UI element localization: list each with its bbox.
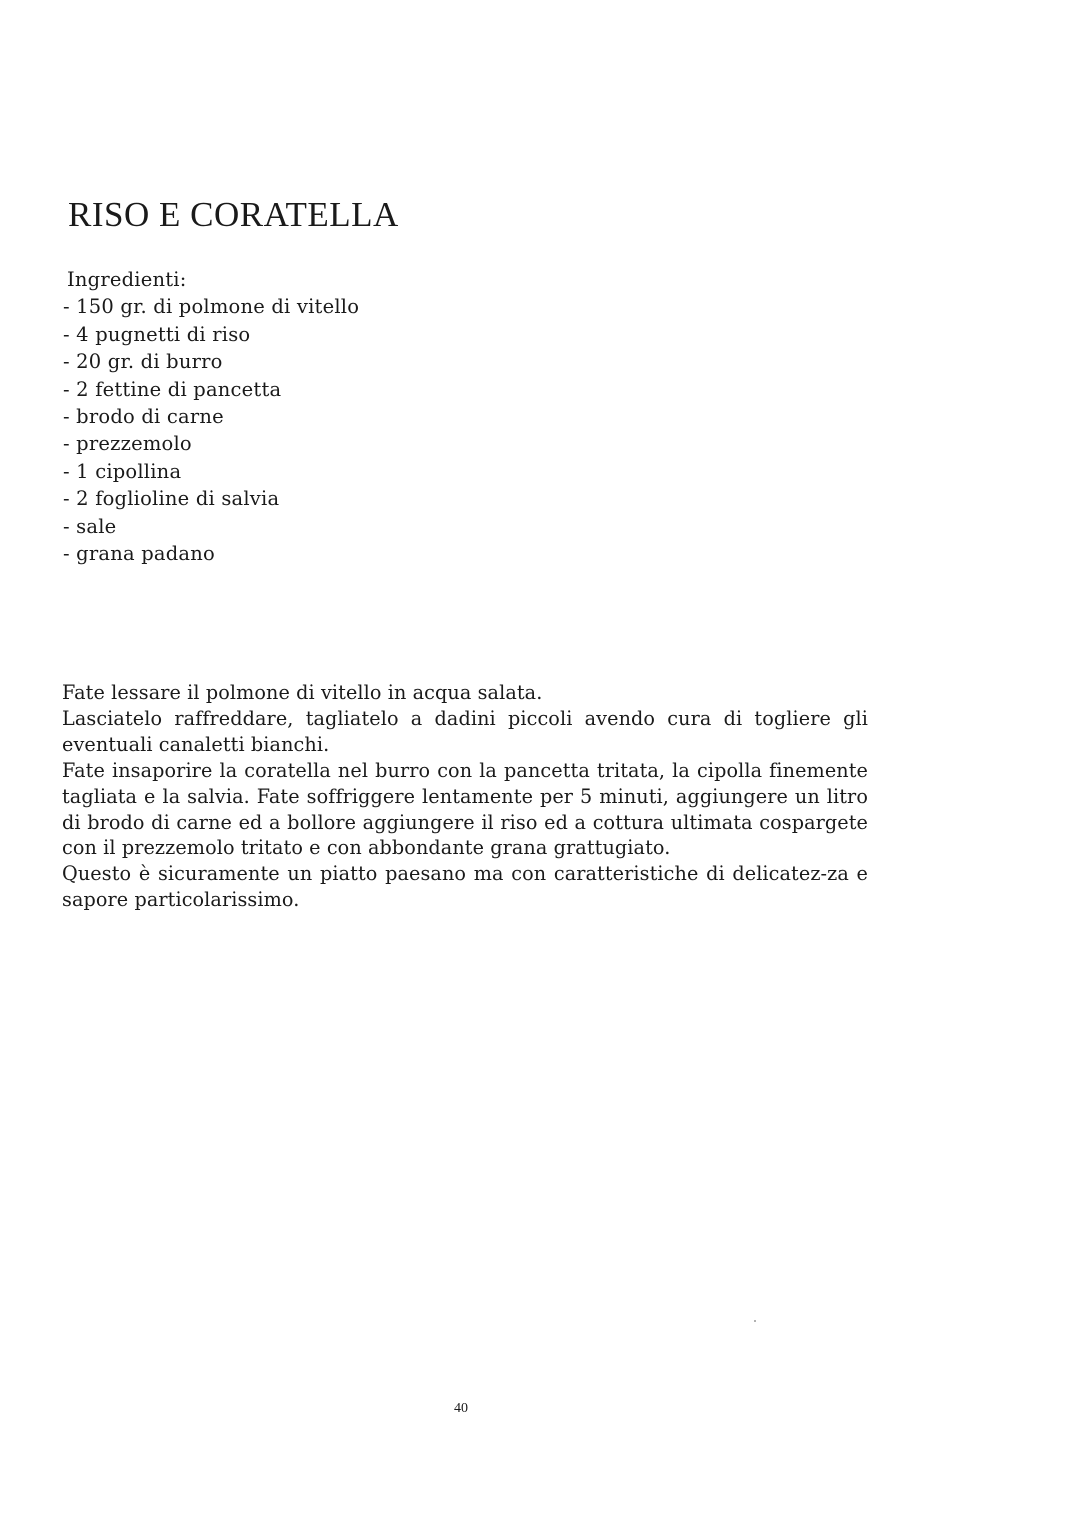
scan-speck	[754, 1320, 756, 1322]
ingredient-item: - 2 foglioline di salvia	[63, 487, 280, 511]
ingredient-item: - 2 fettine di pancetta	[63, 377, 282, 401]
ingredient-item: - 4 pugnetti di riso	[63, 322, 251, 346]
ingredient-item: - sale	[63, 514, 117, 538]
ingredient-item: - brodo di carne	[63, 405, 224, 429]
page-number: 40	[454, 1401, 468, 1416]
ingredient-item: - 1 cipollina	[63, 459, 182, 483]
ingredients-section	[63, 266, 359, 567]
ingredients-heading: Ingredienti:	[67, 268, 187, 291]
ingredient-item: - grana padano	[63, 542, 215, 566]
method-paragraph: Fate insaporire la coratella nel burro con la pancetta tritata, la cipolla finemente tagliata e la salvia. Fate soffriggere lentamente per 5 minuti, aggiungere un litro di brodo di carne ed a bollore aggiungere il riso ed a cottura ultimata cospargete con il prezzemolo tritato e con abbondante grana grattugiato.	[62, 758, 868, 860]
method-paragraph: Questo è sicuramente un piatto paesano ma con caratteristiche di delicatez-za e sapore particolarissimo.	[62, 862, 868, 912]
method-paragraph: Lasciatelo raffreddare, tagliatelo a dadini piccoli avendo cura di togliere gli eventuali canaletti bianchi.	[62, 706, 868, 756]
ingredient-item: - 150 gr. di polmone di vitello	[63, 295, 360, 319]
method-paragraph: Fate lessare il polmone di vitello in acqua salata.	[62, 681, 543, 704]
method-section	[62, 680, 868, 913]
ingredient-list	[63, 293, 359, 567]
ingredient-item: - 20 gr. di burro	[63, 350, 223, 374]
recipe-title: RISO E CORATELLA	[68, 195, 399, 234]
ingredient-item: - prezzemolo	[63, 432, 192, 456]
